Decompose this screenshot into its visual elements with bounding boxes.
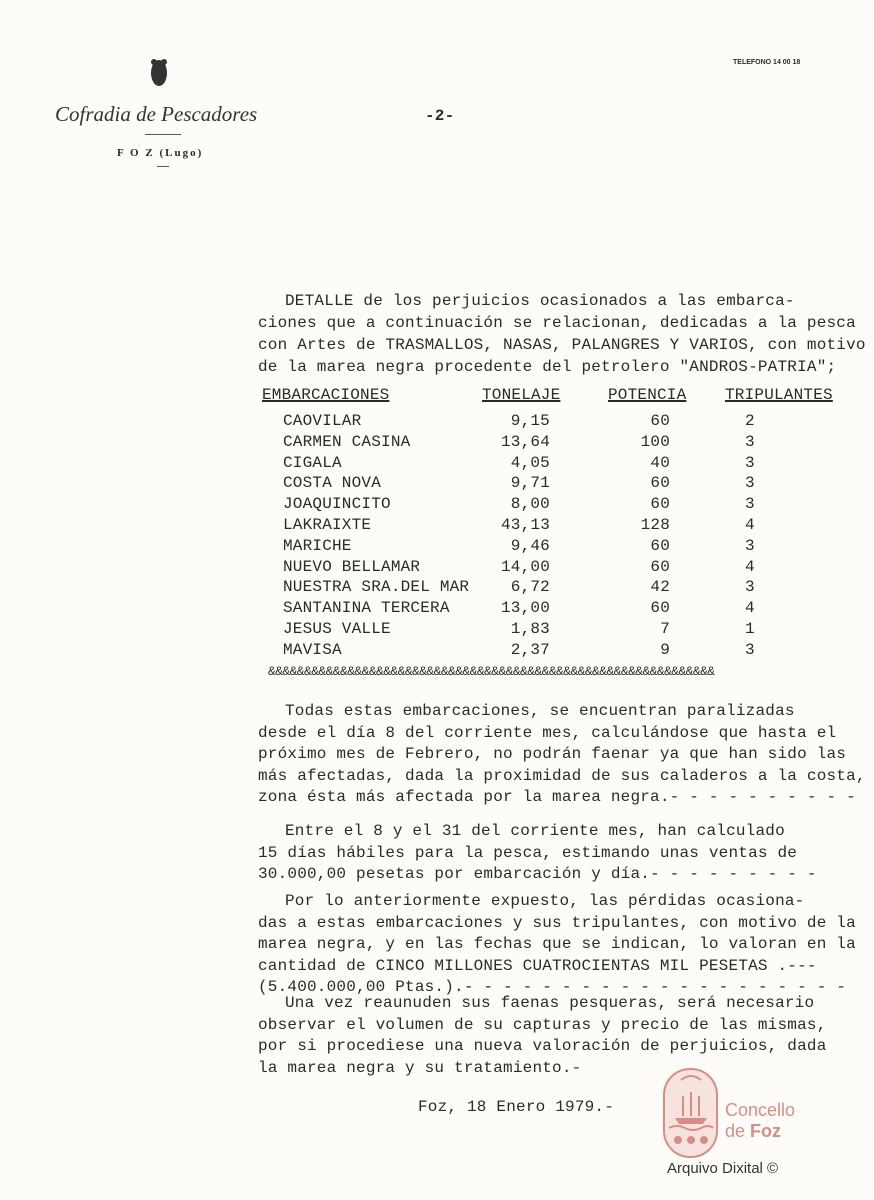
row-name: CAOVILAR: [283, 412, 362, 430]
row-crew: 4: [745, 599, 755, 618]
watermark-foz: Foz: [750, 1121, 782, 1141]
row-tonnage: 2,37: [510, 640, 550, 659]
row-crew: 3: [745, 495, 755, 514]
paragraph-line: Todas estas embarcaciones, se encuentran paralizadas: [285, 702, 795, 720]
row-name: SANTANINA TERCERA: [283, 599, 450, 618]
org-name: Cofradia de Pescadores: [55, 102, 258, 126]
col-header-embarcaciones: EMBARCACIONES: [262, 386, 390, 404]
paragraph-line: por si procediese una nueva valoración de perjuicios, dada: [258, 1037, 827, 1055]
intro-line: con Artes de TRASMALLOS, NASAS, PALANGRES Y VARIOS, con motivo: [258, 336, 866, 354]
paragraph-line: la marea negra y su tratamiento.-: [258, 1058, 582, 1077]
row-tonnage: 13,64: [500, 432, 550, 451]
row-power: 60: [650, 412, 670, 430]
paragraph-line: observar el volumen de su capturas y precio de las mismas,: [258, 1015, 827, 1034]
page-number: -2-: [425, 107, 455, 125]
paragraph-line: zona ésta más afectada por la marea negra.- - - - - - - - - -: [258, 788, 856, 806]
row-power: 60: [650, 599, 670, 618]
row-crew: 3: [745, 453, 755, 472]
row-tonnage: 6,72: [510, 578, 550, 597]
paragraph-line: 15 días hábiles para la pesca, estimando unas ventas de: [258, 843, 798, 862]
archive-caption: Arquivo Dixital ©: [667, 1160, 779, 1177]
row-power: 100: [640, 432, 670, 451]
col-header-potencia: POTENCIA: [608, 386, 687, 404]
row-name: JESUS VALLE: [283, 620, 391, 638]
row-crew: 2: [745, 412, 755, 430]
watermark-de: de: [725, 1121, 751, 1141]
row-name: NUEVO BELLAMAR: [283, 557, 421, 576]
paragraph-line: (5.400.000,00 Ptas.).- - - - - - - - - - - - - - - - - - - -: [258, 978, 847, 996]
row-tonnage: 14,00: [500, 557, 550, 576]
row-name: CIGALA: [283, 453, 342, 472]
intro-line: DETALLE de los perjuicios ocasionados a las embarca-: [285, 292, 795, 310]
concello-foz-logo-icon: [663, 1068, 718, 1158]
row-power: 128: [640, 516, 670, 534]
row-crew: 4: [745, 557, 755, 576]
row-tonnage: 9,15: [510, 412, 550, 430]
paragraph-line: Entre el 8 y el 31 del corriente mes, han calculado: [285, 822, 785, 840]
paragraph-line: desde el día 8 del corriente mes, calculándose que hasta el: [258, 723, 837, 742]
row-tonnage: 4,05: [510, 453, 550, 472]
row-power: 7: [660, 620, 670, 638]
row-power: 60: [650, 536, 670, 555]
row-crew: 1: [745, 620, 755, 638]
row-crew: 3: [745, 474, 755, 493]
watermark-line2: [725, 1121, 781, 1142]
col-header-tonelaje: TONELAJE: [482, 386, 561, 404]
row-tonnage: 13,00: [500, 599, 550, 618]
paragraph-line: próximo mes de Febrero, no podrán faenar ya que han sido las: [258, 745, 847, 763]
row-tonnage: 1,83: [510, 620, 550, 638]
paragraph-line: Por lo anteriormente expuesto, las pérdidas ocasiona-: [285, 892, 805, 910]
row-name: JOAQUINCITO: [283, 495, 391, 514]
row-power: 60: [650, 495, 670, 514]
row-power: 60: [650, 474, 670, 493]
row-power: 60: [650, 557, 670, 576]
row-crew: 3: [745, 432, 755, 451]
intro-line: ciones que a continuación se relacionan, dedicadas a la pesca: [258, 314, 856, 332]
paragraph-line: 30.000,00 pesetas por embarcación y día.- - - - - - - - -: [258, 865, 817, 883]
row-tonnage: 9,71: [510, 474, 550, 493]
row-name: MARICHE: [283, 536, 352, 555]
row-crew: 3: [745, 640, 755, 659]
row-tonnage: 43,13: [500, 516, 550, 534]
paragraph-line: cantidad de CINCO MILLONES CUATROCIENTAS MIL PESETAS .---: [258, 956, 817, 975]
paragraph-line: Una vez reaunuden sus faenas pesqueras, será necesario: [285, 994, 815, 1012]
row-name: COSTA NOVA: [283, 474, 382, 493]
paragraph-line: marea negra, y en las fechas que se indican, lo valoran en la: [258, 935, 856, 953]
signoff-date: Foz, 18 Enero 1979.-: [418, 1098, 615, 1116]
paragraph-line: das a estas embarcaciones y sus tripulantes, con motivo de la: [258, 913, 856, 932]
row-crew: 3: [745, 536, 755, 555]
row-power: 42: [650, 578, 670, 597]
paragraph-line: más afectadas, dada la proximidad de sus caladeros a la costa,: [258, 766, 866, 785]
coat-of-arms-icon: [148, 58, 170, 90]
row-tonnage: 9,46: [510, 536, 550, 555]
intro-line: de la marea negra procedente del petrolero "ANDROS-PATRIA";: [258, 358, 837, 376]
row-name: LAKRAIXTE: [283, 516, 372, 534]
row-crew: 4: [745, 516, 755, 534]
row-power: 9: [660, 640, 670, 659]
org-place: F O Z (Lugo): [117, 147, 204, 159]
row-name: MAVISA: [283, 640, 342, 659]
table-separator: &&&&&&&&&&&&&&&&&&&&&&&&&&&&&&&&&&&&&&&&&&&&&&&&&&&&&&&&&&&&&&: [268, 664, 715, 679]
phone-number: TELEFONO 14 00 18: [733, 59, 801, 66]
row-name: CARMEN CASINA: [283, 432, 411, 451]
row-power: 40: [650, 453, 670, 472]
watermark-line1: Concello: [725, 1100, 796, 1120]
row-name: NUESTRA SRA.DEL MAR: [283, 578, 470, 597]
row-tonnage: 8,00: [510, 495, 550, 514]
row-crew: 3: [745, 578, 755, 597]
col-header-tripulantes: TRIPULANTES: [725, 386, 833, 404]
